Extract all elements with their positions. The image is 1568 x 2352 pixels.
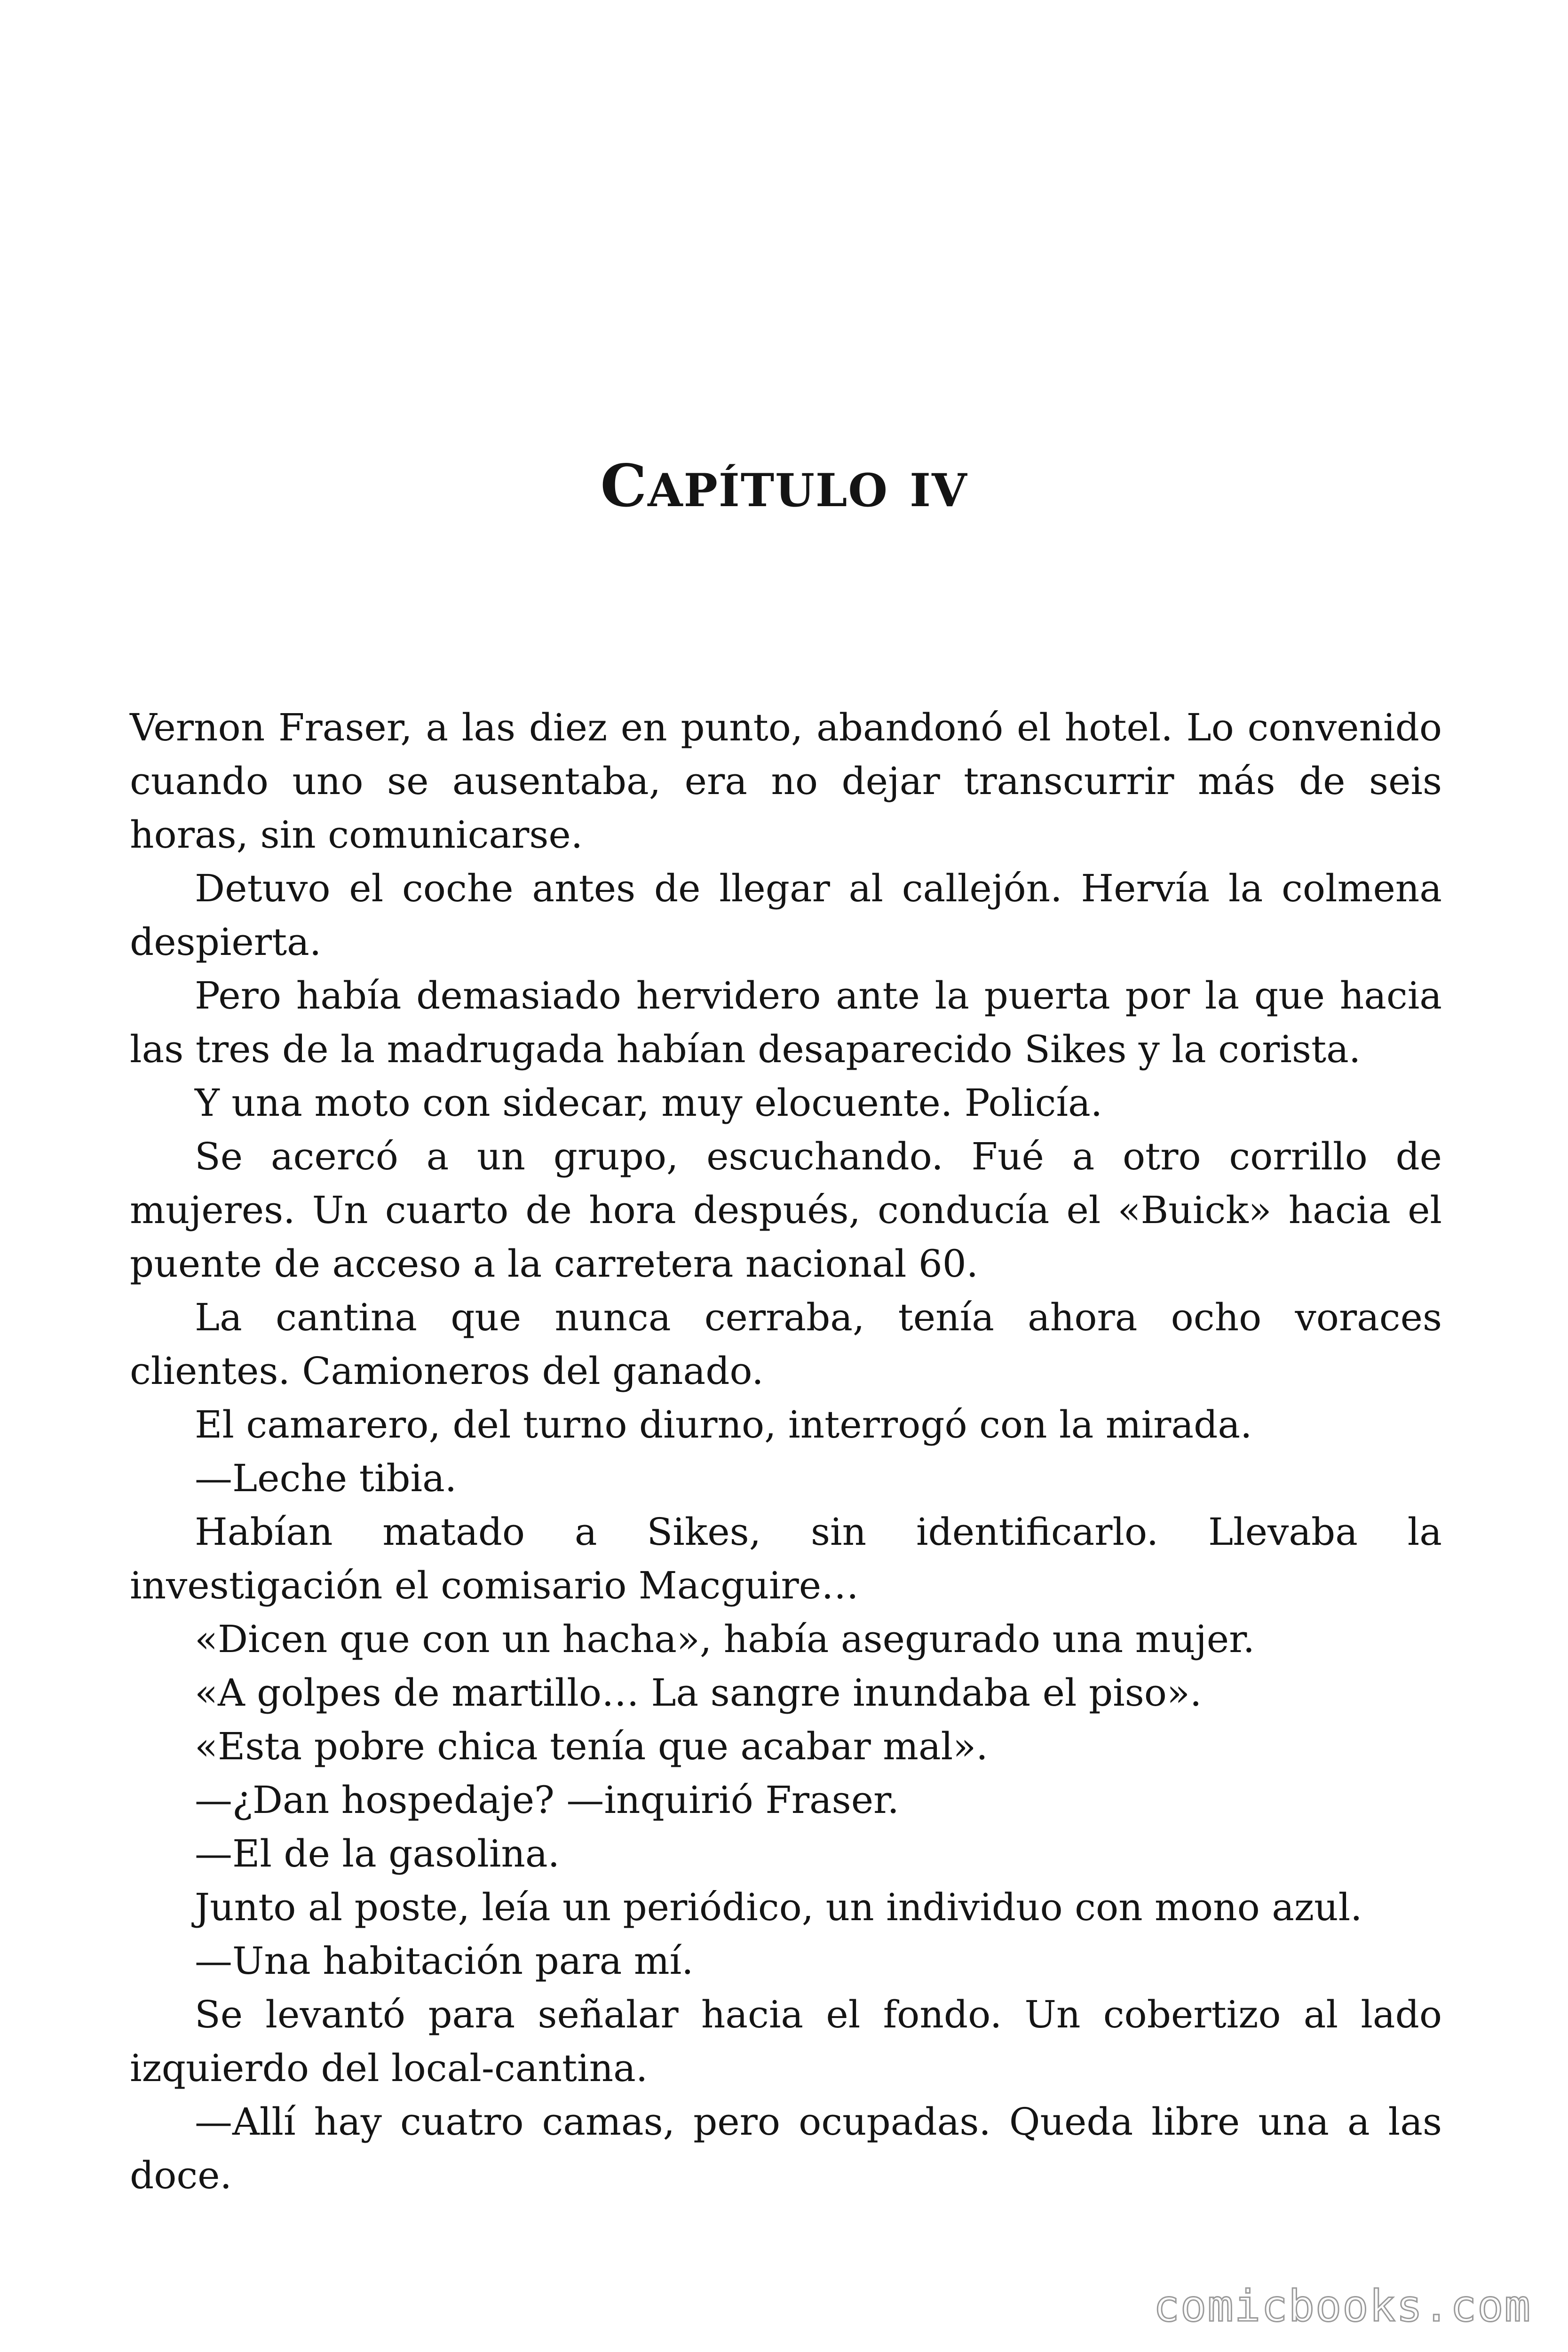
body-paragraph: —¿Dan hospedaje? —inquirió Fraser.	[195, 1778, 899, 1822]
body-paragraph: «Esta pobre chica tenía que acabar mal».	[195, 1724, 988, 1768]
body-paragraph: Se acercó a un grupo, escuchando. Fué a otro corrillo de mujeres. Un cuarto de hora después, conducía el «Buick» hacia el puente de acceso a la carretera nacional 60.	[130, 1135, 1442, 1286]
site-watermark: comicbooks.com	[1153, 2281, 1531, 2331]
chapter-number: IV	[910, 464, 968, 517]
body-paragraph: Habían matado a Sikes, sin identificarlo. Llevaba la investigación el comisario Macguire…	[130, 1510, 1442, 1607]
body-paragraph: «Dicen que con un hacha», había asegurado una mujer.	[195, 1617, 1255, 1661]
chapter-body	[130, 701, 1442, 2202]
body-paragraph: Vernon Fraser, a las diez en punto, abandonó el hotel. Lo convenido cuando uno se ausentaba, era no dejar transcurrir más de seis horas, sin comunicarse.	[130, 706, 1442, 857]
chapter-title	[0, 452, 1568, 522]
body-paragraph: —Allí hay cuatro camas, pero ocupadas. Queda libre una a las doce.	[130, 2100, 1442, 2197]
body-paragraph: Se levantó para señalar hacia el fondo. Un cobertizo al lado izquierdo del local-cantina.	[130, 1993, 1442, 2090]
body-paragraph: Y una moto con sidecar, muy elocuente. Policía.	[195, 1081, 1103, 1125]
body-paragraph: Pero había demasiado hervidero ante la puerta por la que hacia las tres de la madrugada habían desaparecido Sikes y la corista.	[130, 974, 1442, 1071]
chapter-title-initial: C	[600, 452, 648, 520]
body-paragraph: El camarero, del turno diurno, interrogó con la mirada.	[195, 1403, 1252, 1446]
chapter-title-word: APÍTULO	[648, 464, 888, 517]
body-paragraph: Detuvo el coche antes de llegar al callejón. Hervía la colmena despierta.	[130, 866, 1442, 964]
body-paragraph: —Leche tibia.	[195, 1456, 457, 1500]
body-paragraph: «A golpes de martillo… La sangre inundaba el piso».	[195, 1671, 1202, 1715]
body-paragraph: La cantina que nunca cerraba, tenía ahora ocho voraces clientes. Camioneros del ganado.	[130, 1295, 1442, 1393]
body-paragraph: Junto al poste, leía un periódico, un individuo con mono azul.	[195, 1885, 1362, 1929]
body-paragraph: —El de la gasolina.	[195, 1832, 560, 1875]
body-paragraph: —Una habitación para mí.	[195, 1939, 694, 1983]
